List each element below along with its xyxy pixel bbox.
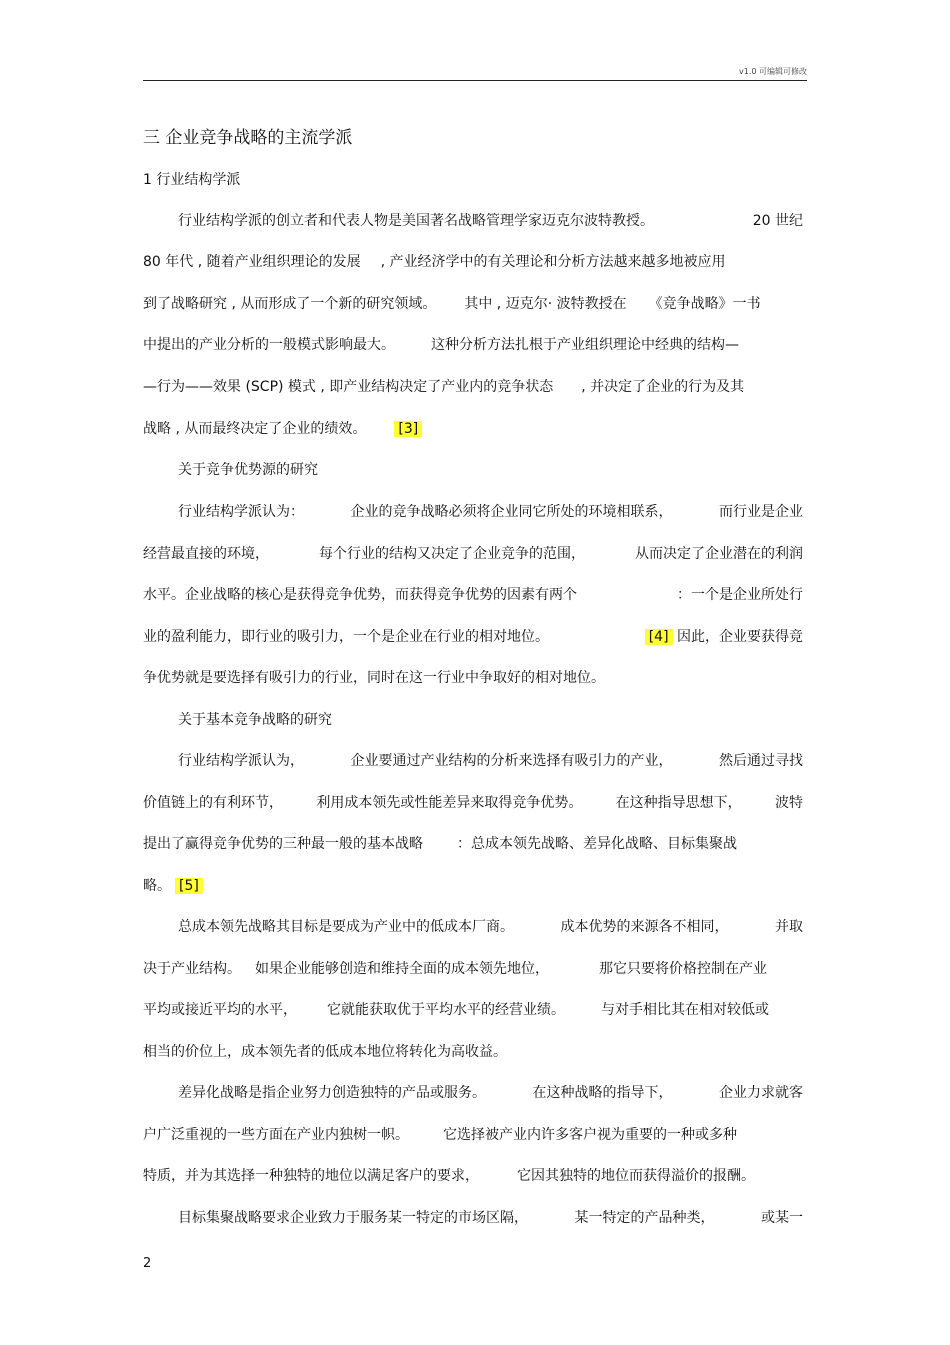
- p1-line-3: 到了战略研究 , 从而形成了一个新的研究领域。 其中 , 迈克尔· 波特教授在 《竞争战略》一书: [143, 296, 761, 312]
- p4-line-1: 总成本领先战略其目标是要成为产业中的低成本厂商。 成本优势的来源各不相同， 并取: [178, 919, 803, 935]
- p3-line-3: 提出了赢得竞争优势的三种最一般的基本战略 ：总成本领先战略、差异化战略、目标集聚战: [143, 836, 737, 852]
- header-rule: [143, 80, 807, 81]
- p6-line-1: 目标集聚战略要求企业致力于服务某一特定的市场区隔， 某一特定的产品种类， 或某一: [178, 1210, 803, 1226]
- p5-line-2: 户广泛重视的一些方面在产业内独树一帜。 它选择被产业内许多客户视为重要的一种或多种: [143, 1127, 737, 1143]
- p2-line-3: 水平。企业战略的核心是获得竞争优势，而获得竞争优势的因素有两个 ：一个是企业所处行: [143, 587, 803, 603]
- p2-line-1: 行业结构学派认为： 企业的竞争战略必须将企业同它所处的环境相联系， 而行业是企业: [178, 504, 803, 520]
- citation-4: [4]: [645, 629, 673, 645]
- p1-line-4: 中提出的产业分析的一般模式影响最大。 这种分析方法扎根于产业组织理论中经典的结构—: [143, 337, 739, 353]
- p1-line-6: 战略 , 从而最终决定了企业的绩效。 [3]: [143, 420, 422, 438]
- p3-line-4: 略。 [5]: [143, 877, 203, 895]
- p2-line-2: 经营最直接的环境， 每个行业的结构又决定了企业竞争的范围， 从而决定了企业潜在的利润: [143, 546, 803, 562]
- citation-3: [3]: [394, 421, 422, 437]
- heading-competitive-source: 关于竞争优势源的研究: [178, 462, 318, 478]
- p2-line-5: 争优势就是要选择有吸引力的行业，同时在这一行业中争取好的相对地位。: [143, 670, 605, 686]
- p3-line-1: 行业结构学派认为， 企业要通过产业结构的分析来选择有吸引力的产业， 然后通过寻找: [178, 753, 803, 769]
- citation-5: [5]: [175, 878, 203, 894]
- p2-line-4: 业的盈利能力，即行业的吸引力，一个是企业在行业的相对地位。 [4] 因此，企业要获得竞: [143, 629, 803, 645]
- section-title: 三 企业竞争战略的主流学派: [143, 128, 353, 148]
- p1-line-5: —行为——效果 (SCP) 模式 , 即产业结构决定了产业内的竞争状态 , 并决定了企业的行为及其: [143, 379, 745, 395]
- p5-line-1: 差异化战略是指企业努力创造独特的产品或服务。 在这种战略的指导下， 企业力求就客: [178, 1085, 803, 1101]
- p1-line-1: 行业结构学派的创立者和代表人物是美国著名战略管理学家迈克尔波特教授。 20 世纪: [178, 213, 803, 229]
- p1-line-2: 80 年代 , 随着产业组织理论的发展 , 产业经济学中的有关理论和分析方法越来越多地被应用: [143, 254, 726, 270]
- page-number: 2: [143, 1256, 152, 1271]
- p4-line-3: 平均或接近平均的水平， 它就能获取优于平均水平的经营业绩。 与对手相比其在相对较低或: [143, 1002, 769, 1018]
- subsection-title: 1 行业结构学派: [143, 172, 241, 188]
- heading-basic-strategy: 关于基本竞争战略的研究: [178, 712, 332, 728]
- p4-line-2: 决于产业结构。 如果企业能够创造和维持全面的成本领先地位， 那它只要将价格控制在产业: [143, 961, 767, 977]
- p4-line-4: 相当的价位上，成本领先者的低成本地位将转化为高收益。: [143, 1044, 507, 1060]
- header-text: v1.0 可编辑可修改: [739, 67, 807, 76]
- p5-line-3: 特质，并为其选择一种独特的地位以满足客户的要求， 它因其独特的地位而获得溢价的报酬。: [143, 1168, 755, 1184]
- p3-line-2: 价值链上的有利环节， 利用成本领先或性能差异来取得竞争优势。 在这种指导思想下， 波特: [143, 795, 803, 811]
